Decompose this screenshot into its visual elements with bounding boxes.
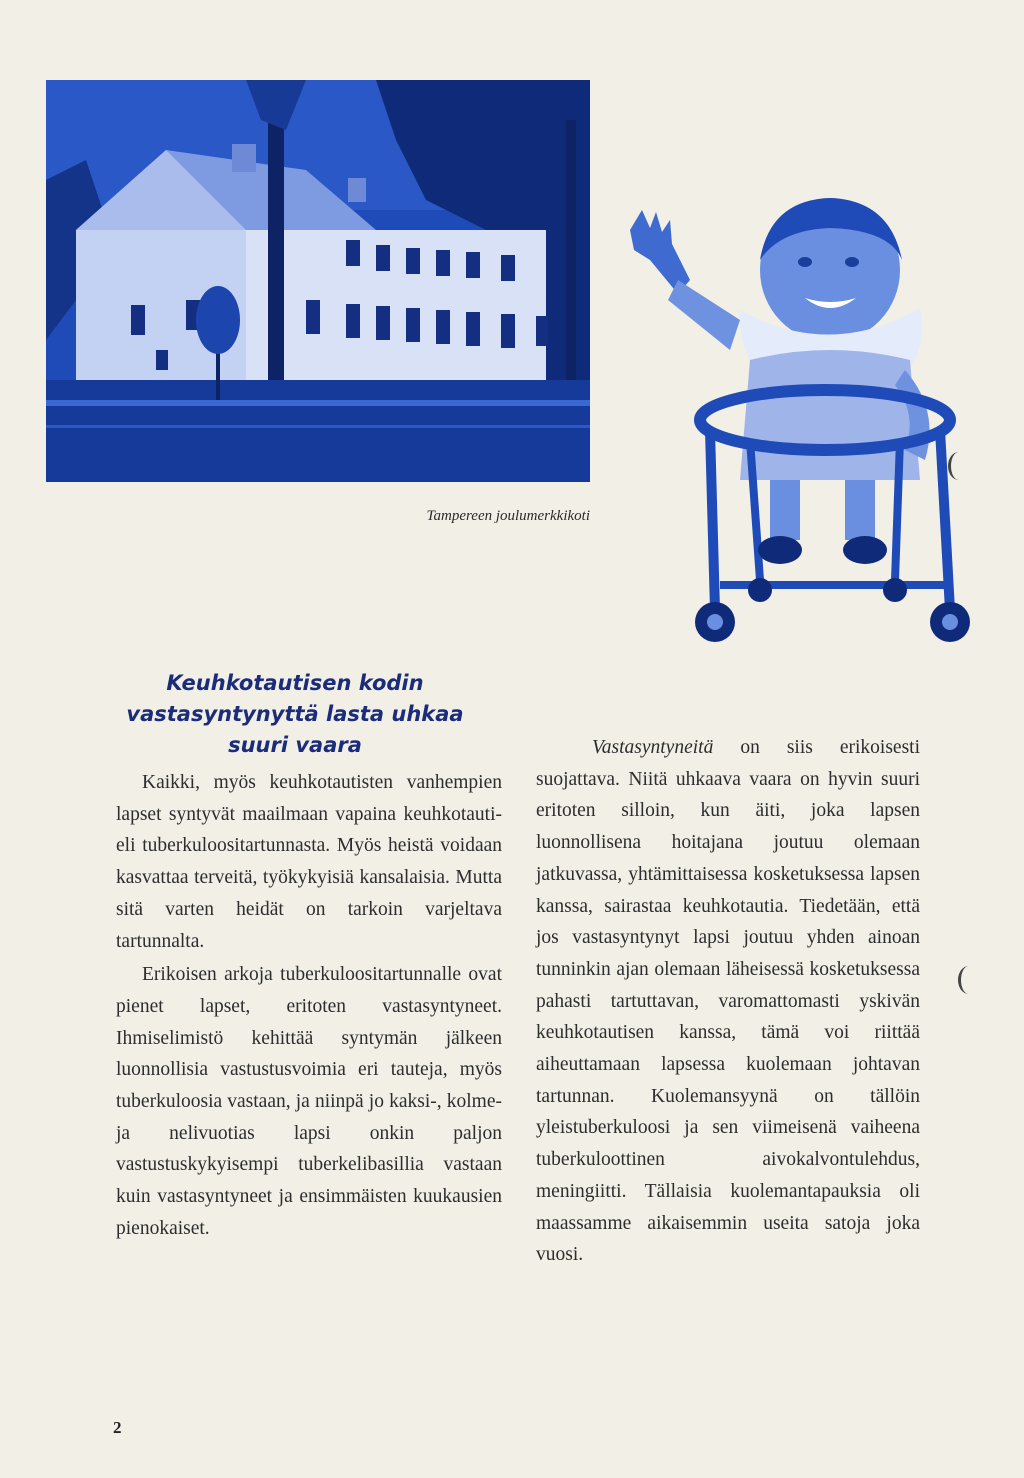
photo-caption: Tampereen joulumerkkikoti bbox=[426, 508, 590, 524]
left-text-column bbox=[116, 767, 502, 1245]
left-paragraph-1: Kaikki, myös keuhkotautisten vanhempien lapset syntyvät maailmaan vapaina keuhkotauti- eli tuberkuloositartunnasta. Myös heistä voidaan kasvattaa terveitä, työkykyisiä kansalaisia. Mutta sitä varten heidät on tarkoin varjeltava tartunnalta. bbox=[116, 772, 502, 952]
binder-hole-mark bbox=[958, 966, 979, 994]
building-photo-drawing bbox=[46, 80, 590, 482]
headline-line-1: Keuhkotautisen kodin bbox=[166, 671, 424, 695]
binder-hole-mark bbox=[948, 452, 969, 480]
baby-in-walker-drawing bbox=[620, 190, 970, 660]
headline-line-2: vastasyntynyttä lasta uhkaa bbox=[126, 702, 464, 726]
left-paragraph-2: Erikoisen arkoja tuberkuloositartunnalle ovat pienet lapset, eritoten vastasyntyneet. Ihmiselimistö kehittää syntymän jälkeen luonnollisia vastustusvoimia eri tauteja, myös tuberkuloosia vastaan, ja niinpä jo kaksi-, kolme- ja nelivuotias lapsi onkin paljon vastustuskykyisempi tuberkelibasillia vastaan kuin vastasyntyneet ja ensimmäisten kuukausien pienokaiset. bbox=[116, 964, 502, 1239]
baby-in-walker-illustration bbox=[620, 190, 970, 660]
right-text-column bbox=[536, 732, 920, 1271]
headline-line-3: suuri vaara bbox=[228, 733, 362, 757]
right-paragraph-1 bbox=[536, 732, 920, 1271]
right-paragraph-body: on siis erikoisesti suojattava. Niitä uhkaava vaara on hyvin suuri eritoten silloin, kun äiti, joka lapsen luonnollisena hoitajana joutuu olemaan jatkuvassa, yhtämittaisessa kosketuksessa lapsen kanssa, sairastaa keuhkotautia. Tiedetään, että jos vastasyntynyt lapsi joutuu yhden ainoan tunninkin ajan olemaan läheisessä kosketuksessa pahasti tartuttavan, varomattomasti yskivän keuhkotautisen kanssa, tämä voi riittää aiheuttamaan lapsessa kuolemaan johtavan tartunnan. Kuolemansyynä on tällöin yleistuberkuloosi ja sen viimeisenä vaiheena tuberkuloottinen aivokalvontulehdus, meningiitti. Tällaisia kuolemantapauksia oli maassamme aikaisemmin useita satoja joka vuosi. bbox=[536, 737, 920, 1266]
right-paragraph-lead: Vastasyntyneitä bbox=[592, 737, 714, 758]
building-photo bbox=[46, 80, 590, 482]
article-headline bbox=[100, 668, 490, 761]
page-number: 2 bbox=[113, 1418, 122, 1437]
